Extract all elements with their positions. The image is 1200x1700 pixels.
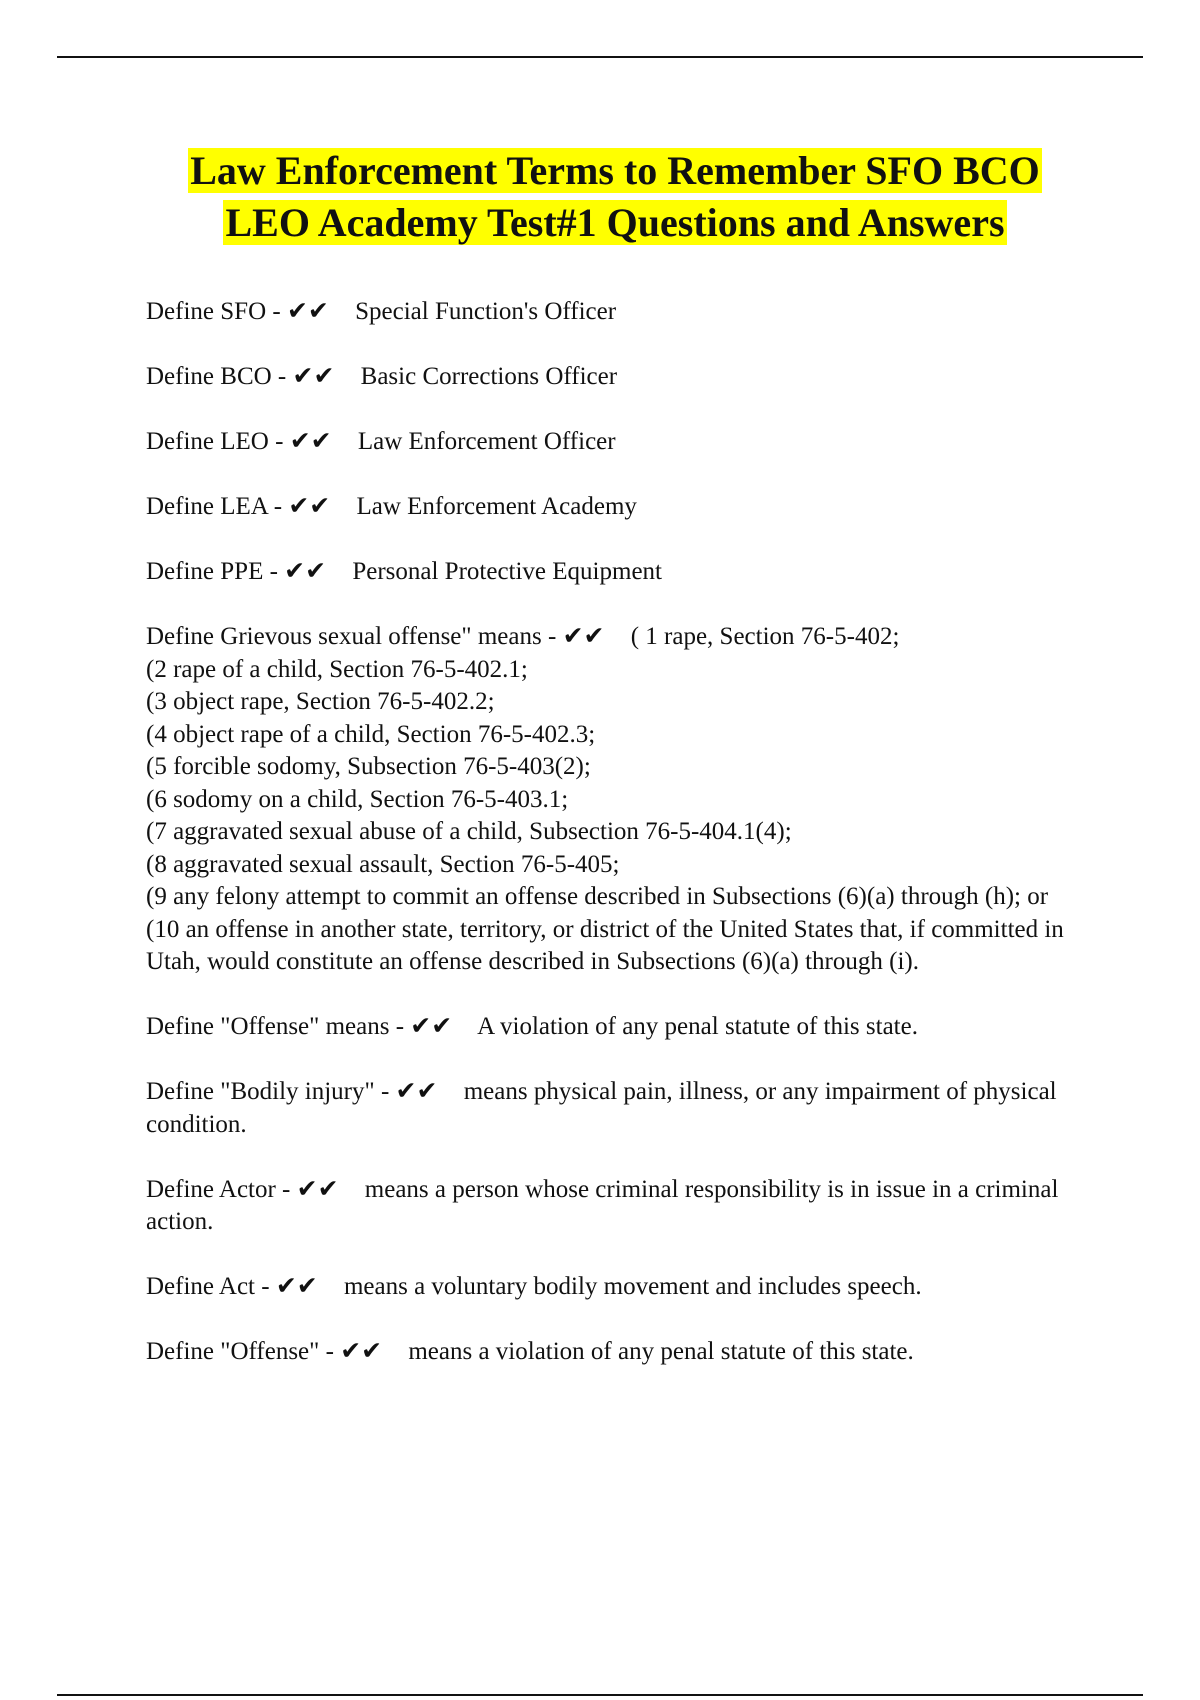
definition-answer: means a violation of any penal statute of this state. [408, 1338, 914, 1365]
definition-answer: Special Function's Officer [355, 298, 617, 325]
footer-rule [57, 1694, 1143, 1696]
offense-list-item: (8 aggravated sexual assault, Section 76-5-405; [146, 850, 620, 878]
offense-list-item: (7 aggravated sexual abuse of a child, Subsection 76-5-404.1(4); [146, 818, 792, 845]
definition-entry-offense-means [146, 1011, 1096, 1044]
check-icon: ✔✔ [562, 623, 605, 650]
check-icon: ✔✔ [395, 1078, 438, 1105]
definition-answer: Law Enforcement Officer [357, 428, 616, 455]
offense-list-item: (2 rape of a child, Section 76-5-402.1; [146, 655, 528, 683]
offense-list-item: (6 sodomy on a child, Section 76-5-403.1; [146, 785, 569, 813]
check-icon: ✔✔ [284, 558, 327, 585]
check-icon: ✔✔ [288, 493, 331, 520]
definition-answer: Basic Corrections Officer [360, 363, 618, 390]
definition-question: Define Grievous sexual offense" means - [146, 623, 557, 650]
definition-question: Define "Bodily injury" - [146, 1078, 390, 1105]
check-icon: ✔✔ [292, 363, 335, 390]
definition-entry-grievous-sexual-offense [146, 621, 1096, 979]
definition-question: Define Actor - [146, 1175, 291, 1203]
check-icon: ✔✔ [296, 1175, 339, 1203]
offense-list-item: (3 object rape, Section 76-5-402.2; [146, 688, 495, 715]
check-icon: ✔✔ [286, 298, 329, 325]
definition-entry-sfo [146, 296, 1096, 329]
definition-answer: Personal Protective Equipment [352, 558, 662, 585]
definition-question: Define SFO - [146, 298, 281, 325]
document-title [150, 145, 1080, 249]
definition-entry-leo [146, 426, 1096, 459]
title-highlight: Law Enforcement Terms to Remember SFO BCO LEO Academy Test#1 Questions and Answers [190, 148, 1040, 245]
definition-answer: means physical pain, illness, or any impairment of physical condition. [146, 1078, 1057, 1138]
definition-entry-ppe [146, 556, 1096, 589]
definitions-list [146, 296, 1096, 1369]
definition-question: Define "Offense" - [146, 1338, 334, 1365]
offense-list-item: (10 an offense in another state, territory, or district of the United States that, if committed in Utah, would constitute an offense described in Subsections (6)(a) through (i). [146, 915, 1064, 975]
definition-question: Define Act - [146, 1273, 270, 1300]
definition-answer: means a person whose criminal responsibility is in issue in a criminal action. [146, 1175, 1059, 1235]
definition-entry-bco [146, 361, 1096, 394]
check-icon: ✔✔ [275, 1273, 318, 1300]
check-icon: ✔✔ [340, 1338, 383, 1365]
definition-question: Define LEA - [146, 493, 283, 520]
definition-question: Define BCO - [146, 363, 287, 390]
check-icon: ✔✔ [289, 428, 332, 455]
definition-question: Define "Offense" means - [146, 1013, 405, 1040]
definition-answer: means a voluntary bodily movement and includes speech. [343, 1273, 922, 1300]
definition-entry-act [146, 1271, 1096, 1304]
header-rule [57, 56, 1143, 58]
offense-list-item: (4 object rape of a child, Section 76-5-402.3; [146, 720, 596, 748]
offense-list-item: (5 forcible sodomy, Subsection 76-5-403(2); [146, 753, 591, 780]
definition-answer: Law Enforcement Academy [356, 493, 637, 520]
offense-list-item: (9 any felony attempt to commit an offense described in Subsections (6)(a) through (h); or [146, 883, 1049, 910]
definition-question: Define PPE - [146, 558, 278, 585]
definition-question: Define LEO - [146, 428, 284, 455]
definition-entry-lea [146, 491, 1096, 524]
definition-answer: A violation of any penal statute of this state. [477, 1013, 918, 1040]
check-icon: ✔✔ [410, 1013, 453, 1040]
definition-entry-offense [146, 1336, 1096, 1369]
definition-entry-bodily-injury [146, 1076, 1096, 1141]
definition-answer: ( 1 rape, Section 76-5-402; [630, 623, 900, 650]
definition-entry-actor [146, 1174, 1096, 1239]
